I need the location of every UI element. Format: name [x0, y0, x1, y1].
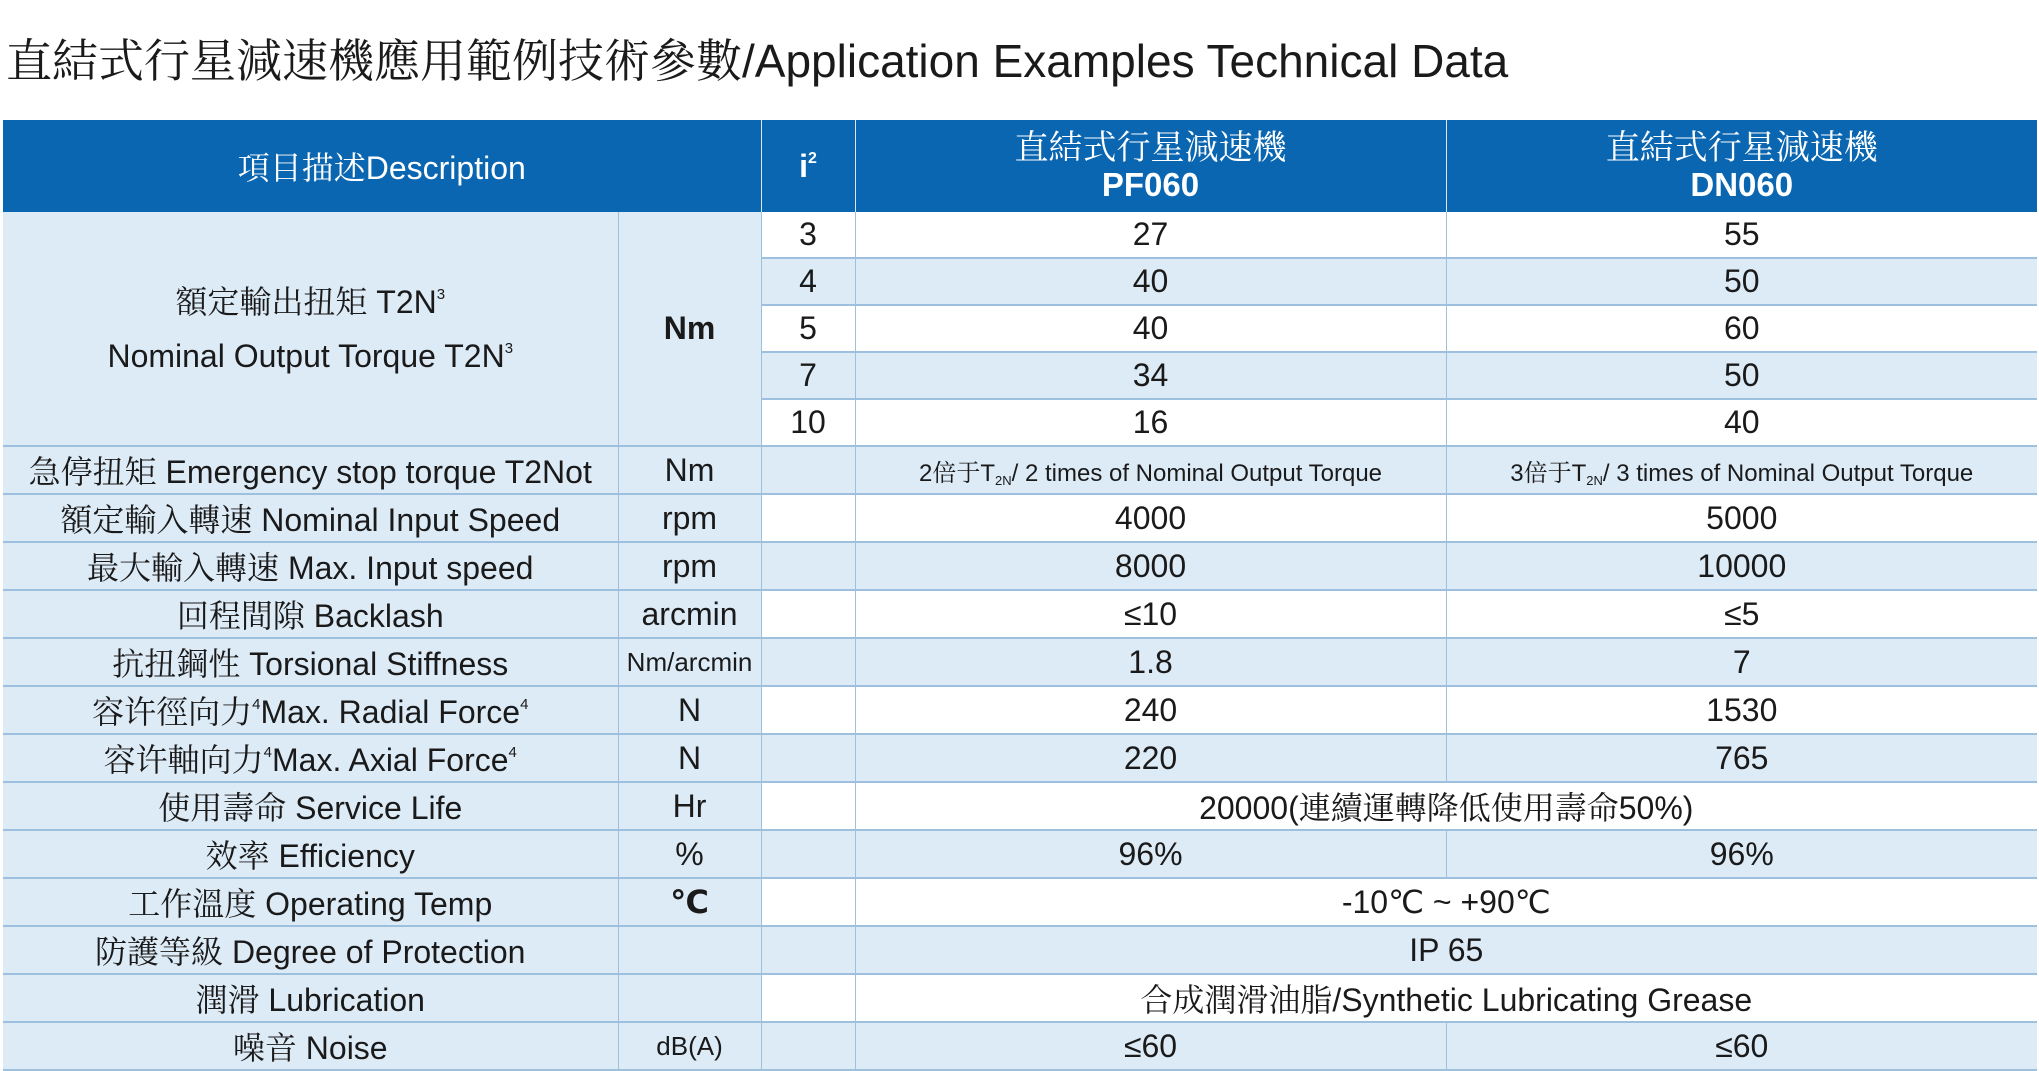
noise-label: 噪音 Noise	[3, 1022, 618, 1070]
backlash-unit: arcmin	[618, 590, 761, 638]
model-code: DN060	[1690, 166, 1794, 203]
dn060-value: 96%	[1446, 830, 2037, 878]
pf060-value: 34	[855, 352, 1446, 399]
page-title: 直結式行星減速機應用範例技術參數/Application Examples Technical Data	[6, 35, 1509, 87]
ratio-cell-empty	[761, 638, 855, 686]
table-row	[3, 542, 2037, 590]
dn060-value: 55	[1446, 212, 2037, 258]
table-row	[3, 974, 2037, 1022]
torque-label-cn: 額定輸出扭矩 $T2N^3$	[175, 283, 446, 320]
ratio-cell-empty	[761, 830, 855, 878]
ratio-cell-empty	[761, 686, 855, 734]
ratio-cell-empty	[761, 926, 855, 974]
backlash-label: 回程間隙 Backlash	[3, 590, 618, 638]
efficiency-unit: %	[618, 830, 761, 878]
table-row	[3, 446, 2037, 494]
dn060-value: 765	[1446, 734, 2037, 782]
table-row	[3, 830, 2037, 878]
ratio-cell: 4	[761, 258, 855, 305]
emergency-unit: Nm	[618, 446, 761, 494]
table-row	[3, 878, 2037, 926]
ratio-cell-empty	[761, 782, 855, 830]
pf060-value: 4000	[855, 494, 1446, 542]
pf060-value: ≤60	[855, 1022, 1446, 1070]
nominal-speed-unit: rpm	[618, 494, 761, 542]
torque-unit: Nm	[618, 212, 761, 446]
dn060-value: 50	[1446, 352, 2037, 399]
stiffness-unit: Nm/arcmin	[618, 638, 761, 686]
shared-value: 20000(連續運轉降低使用壽命50%)	[855, 782, 2037, 830]
ratio-cell-empty	[761, 446, 855, 494]
pf060-value: 240	[855, 686, 1446, 734]
table-row	[3, 734, 2037, 782]
ratio-cell-empty	[761, 590, 855, 638]
dn060-value: ≤60	[1446, 1022, 2037, 1070]
service-life-label: 使用壽命 Service Life	[3, 782, 618, 830]
shared-value: 合成潤滑油脂/Synthetic Lubricating Grease	[855, 974, 2037, 1022]
pf060-value: 27	[855, 212, 1446, 258]
header-row	[3, 120, 2037, 212]
model-name-cn: 直結式行星減速機	[1605, 129, 1878, 167]
dn060-value: 3倍于$T_{2N}/$ 3 times of Nominal Output Torque	[1446, 446, 2037, 494]
pf060-value: 2倍于$T_{2N}/$ 2 times of Nominal Output Torque	[855, 446, 1446, 494]
header-description: 項目描述Description	[3, 120, 761, 212]
dn060-value: 1530	[1446, 686, 2037, 734]
dn060-value: 50	[1446, 258, 2037, 305]
max-speed-unit: rpm	[618, 542, 761, 590]
protection-unit	[618, 926, 761, 974]
lubrication-unit	[618, 974, 761, 1022]
table-body	[3, 212, 2037, 1070]
nominal-speed-label: 額定輸入轉速 Nominal Input Speed	[3, 494, 618, 542]
dn060-value: 40	[1446, 399, 2037, 446]
table-row	[3, 926, 2037, 974]
protection-label: 防護等級 Degree of Protection	[3, 926, 618, 974]
model-name-cn: 直結式行星減速機	[1014, 129, 1287, 167]
operating-temp-unit: ℃	[618, 878, 761, 926]
torque-label-en: Nominal Output Torque $T2N^3$	[107, 337, 514, 374]
header-ratio-sup: 2	[808, 149, 817, 167]
ratio-cell-empty	[761, 494, 855, 542]
pf060-value: 16	[855, 399, 1446, 446]
dn060-value: ≤5	[1446, 590, 2037, 638]
table-row	[3, 1022, 2037, 1070]
ratio-cell: 10	[761, 399, 855, 446]
axial-force-label: 容许軸向力$^4$Max. Axial Force$^4$	[3, 734, 618, 782]
dn060-value: 60	[1446, 305, 2037, 352]
emergency-label: 急停扭矩 Emergency stop torque T2Not	[3, 446, 618, 494]
efficiency-label: 效率 Efficiency	[3, 830, 618, 878]
dn060-value: 5000	[1446, 494, 2037, 542]
table-header	[3, 120, 2037, 212]
table-row	[3, 212, 2037, 258]
dn060-value: 10000	[1446, 542, 2037, 590]
ratio-cell-empty	[761, 878, 855, 926]
dn060-value: 7	[1446, 638, 2037, 686]
radial-force-label: 容许徑向力$^4$Max. Radial Force$^4$	[3, 686, 618, 734]
pf060-value: 40	[855, 305, 1446, 352]
table-row	[3, 686, 2037, 734]
ratio-cell-empty	[761, 542, 855, 590]
stiffness-label: 抗扭鋼性 Torsional Stiffness	[3, 638, 618, 686]
shared-value: IP 65	[855, 926, 2037, 974]
noise-unit: dB(A)	[618, 1022, 761, 1070]
header-ratio	[761, 120, 855, 212]
technical-data-table	[3, 120, 2037, 1071]
ratio-cell: 5	[761, 305, 855, 352]
pf060-value: ≤10	[855, 590, 1446, 638]
radial-force-unit: N	[618, 686, 761, 734]
pf060-value: 1.8	[855, 638, 1446, 686]
header-model-dn060	[1446, 120, 2037, 212]
axial-force-unit: N	[618, 734, 761, 782]
pf060-value: 40	[855, 258, 1446, 305]
ratio-cell: 7	[761, 352, 855, 399]
table-row	[3, 782, 2037, 830]
max-speed-label: 最大輸入轉速 Max. Input speed	[3, 542, 618, 590]
pf060-value: 220	[855, 734, 1446, 782]
pf060-value: 8000	[855, 542, 1446, 590]
table-row	[3, 590, 2037, 638]
ratio-cell-empty	[761, 974, 855, 1022]
model-code: PF060	[1101, 166, 1200, 203]
ratio-cell-empty	[761, 734, 855, 782]
operating-temp-label: 工作溫度 Operating Temp	[3, 878, 618, 926]
header-ratio-label: i	[799, 147, 808, 184]
service-life-unit: Hr	[618, 782, 761, 830]
table-row	[3, 638, 2037, 686]
pf060-value: 96%	[855, 830, 1446, 878]
header-model-pf060	[855, 120, 1446, 212]
ratio-cell-empty	[761, 1022, 855, 1070]
ratio-cell: 3	[761, 212, 855, 258]
lubrication-label: 潤滑 Lubrication	[3, 974, 618, 1022]
shared-value: -10℃ ~ +90℃	[855, 878, 2037, 926]
torque-label	[3, 212, 618, 446]
table-row	[3, 494, 2037, 542]
